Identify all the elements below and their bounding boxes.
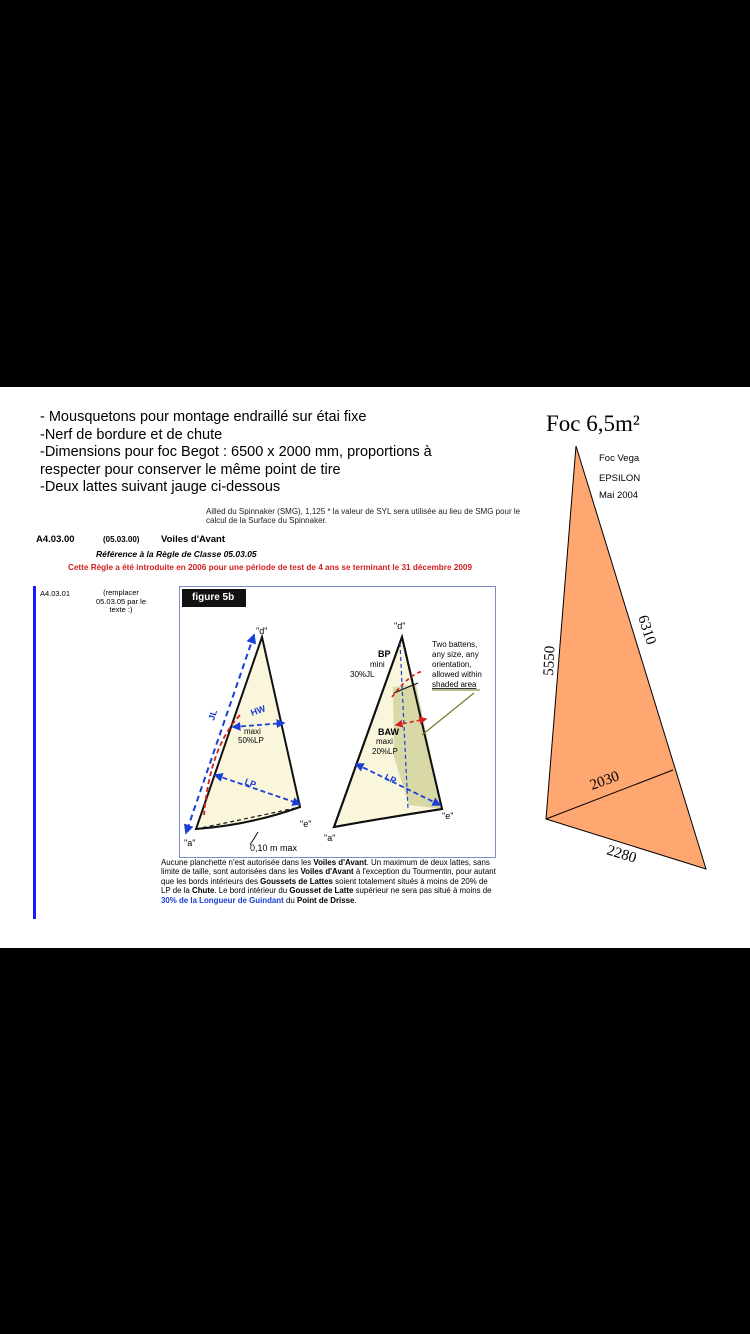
right-baw-note2: 20%LP [372,747,398,756]
replace-note: (remplacer 05.03.05 par le texte :) [95,588,147,614]
para-b3: Goussets de Lattes [260,876,333,886]
right-battens-line4: allowed within [432,670,482,679]
para-b5: Gousset de Latte [289,886,354,896]
left-label-hw: HW [249,703,267,718]
right-label-bp: BP [378,649,391,659]
para-t4: soient totalement situés à moins de 20% de LP de la [161,876,488,896]
left-label-e: "e" [300,819,312,829]
foc-meta-name: Foc Vega [599,453,640,464]
foc-meta-brand: EPSILON [599,473,641,484]
para-b6: Point de Drisse [296,895,355,905]
right-label-d: "d" [394,621,406,631]
para-t2: . Un maximum de deux lattes, sans limite de taille, sont autorisées dans les [161,858,490,877]
left-label-a: "a" [184,838,196,848]
para-t3: à l'exception du Tourmentin, pour autant que les bords intérieurs des [161,867,496,886]
bullet-carbines: - Mousquetons pour montage endraillé sur étai fixe [40,409,367,425]
left-label-jl: JL [206,708,220,722]
foc-dim-leech: 6310 [634,613,659,647]
figure-5b [179,586,496,858]
para-b4: Chute [192,886,215,896]
para-t5: . Le bord intérieur du [214,886,290,896]
bullet-battens: -Deux lattes suivant jauge ci-dessous [40,479,281,495]
para-b2: Voiles d'Avant [300,867,354,877]
right-callout-line [422,693,474,735]
right-battens-line2: any size, any [432,650,479,659]
section-number: A4.03.00 [36,534,75,545]
right-label-a: "a" [324,833,336,843]
para-t1: Aucune planchette n'est autorisée dans les [161,858,314,867]
section-title: Voiles d'Avant [161,534,226,545]
slide [0,387,750,948]
para-t6: supérieur ne sera pas situé à moins de [353,886,492,896]
right-battens-line3: orientation, [432,660,472,669]
rule-paragraph [161,858,496,905]
para-blue: 30% de la Longueur de Guindant [161,895,284,905]
right-label-baw: BAW [378,727,399,737]
left-hw-note1: maxi [244,727,261,736]
foc-dim-lp: 2030 [587,768,622,794]
foc-title: Foc 6,5m² [546,411,640,436]
class-rule-reference: Référence à la Règle de Classe 05.03.05 [96,549,257,559]
left-label-d: "d" [256,626,268,636]
rule-margin-bar [33,586,36,919]
foc-dim-foot: 2280 [604,842,639,867]
rule-excerpt [30,507,521,922]
right-baw-note1: maxi [376,737,393,746]
right-bp-note2: 30%JL [350,670,375,679]
right-battens-line1: Two battens, [432,640,478,649]
foc-sail-shape [546,446,706,869]
para-b1: Voiles d'Avant [313,858,367,867]
bullet-nerf: -Nerf de bordure et de chute [40,426,223,443]
test-period-note: Cette Règle a été introduite en 2006 pour une période de test de 4 ans se terminant le 31 décembre 2009 [67,563,473,572]
rule-number: A4.03.01 [40,589,71,598]
para-t7: du [283,895,297,905]
figure-5b-drawing [180,587,495,857]
foc-meta-date: Mai 2004 [599,490,639,501]
foc-dim-luff: 5550 [541,645,559,677]
para-t8: . [354,895,357,905]
left-foot-note: 0,10 m max [250,843,298,853]
figure-label: figure 5b [182,589,246,607]
left-label-lp: LP [243,776,258,790]
left-hw-note2: 50%LP [238,736,264,745]
right-label-lp: LP [383,771,398,786]
right-label-e: "e" [442,811,454,821]
section-code: (05.03.00) [103,535,140,544]
right-battens-line5: shaded area [432,680,477,689]
bullet-dimensions: -Dimensions pour foc Begot : 6500 x 2000 mm, proportions à respecter pour conserver le même point de tire [40,444,432,478]
cut-text: Ailled du Spinnaker (SMG), 1,125 * la valeur de SYL sera utilisée au lieu de SMG pour le calcul de la Surface du Spinnaker. [206,507,521,525]
right-bp-note1: mini [370,660,385,669]
